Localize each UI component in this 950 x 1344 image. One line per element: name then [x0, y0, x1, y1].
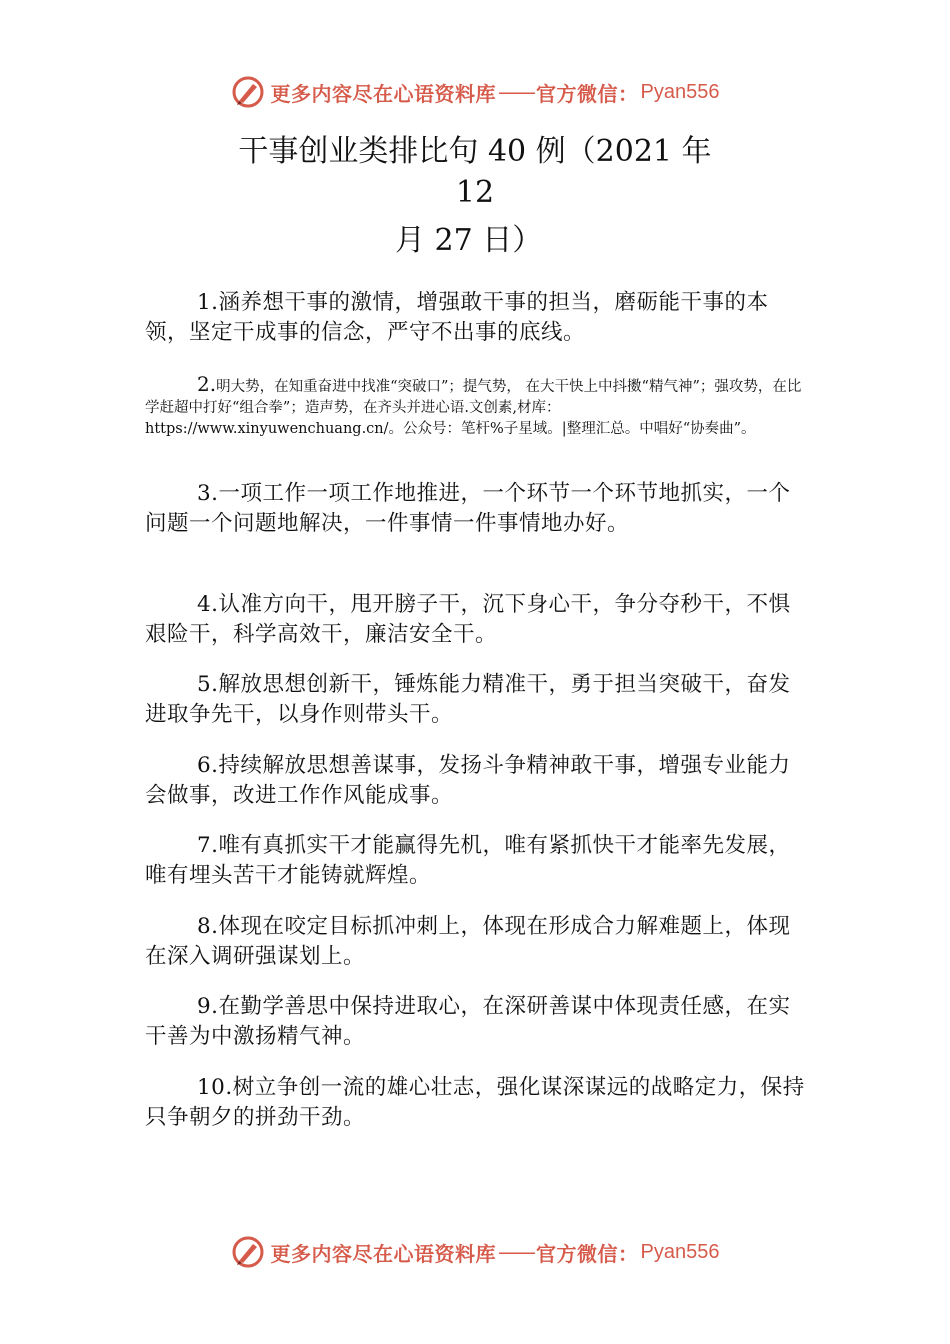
paragraph-5: 5.解放思想创新干，锤炼能力精准干，勇于担当突破干，奋发进取争先干，以身作则带头干。: [145, 672, 791, 727]
paragraph-4: 4.认准方向干，甩开膀子干，沉下身心干，争分夺秒干，不惧艰险干，科学高效干，廉洁安全干。: [145, 592, 791, 647]
paragraph-6: 6.持续解放思想善谋事，发扬斗争精神敢干事，增强专业能力会做事，改进工作作风能成事。: [145, 753, 791, 808]
watermark-separator: ——: [498, 80, 535, 104]
watermark-text: 更多内容尽在心语资料库: [270, 81, 497, 106]
watermark-label: 官方微信：: [536, 1241, 639, 1266]
pen-logo-icon: [231, 75, 265, 109]
paragraph-7: 7.唯有真抓实干才能赢得先机，唯有紧抓快干才能率先发展，唯有埋头苦干才能铸就辉煌。: [145, 833, 791, 888]
title-line-3: 月 27 日）: [395, 223, 543, 258]
title-line-1: 干事创业类排比句 40 例（2021 年: [238, 134, 712, 169]
title-line-2: 12: [455, 175, 495, 210]
watermark-text: 更多内容尽在心语资料库: [270, 1241, 497, 1266]
paragraph-2-text: 明大势，在知重奋进中找准“突破口”；提气势， 在大干快上中抖擞“精气神”；强攻势，在比学赶超中打好“组合拳”；造声势，在齐头并进心语.文创素,材库：https://www.xinyuwenchuang.cn/。公众号：笔杆%子星域。|整理汇总。中唱好“协奏曲”。: [145, 379, 802, 437]
paragraph-9: 9.在勤学善思中保持进取心，在深研善谋中体现责任感，在实干善为中激扬精气神。: [145, 994, 791, 1049]
paragraph-2-number: 2.: [197, 372, 217, 396]
pen-logo-icon: [231, 1235, 265, 1269]
paragraph-2: [145, 374, 805, 440]
watermark-header: [0, 72, 950, 112]
watermark-separator: ——: [498, 1240, 535, 1264]
watermark-wechat-id: Pyan556: [640, 80, 720, 103]
paragraph-1: 1.涵养想干事的激情，增强敢干事的担当，磨砺能干事的本领，坚定干成事的信念，严守不出事的底线。: [145, 290, 769, 345]
paragraph-10: 10.树立争创一流的雄心壮志，强化谋深谋远的战略定力，保持只争朝夕的拼劲干劲。: [145, 1075, 805, 1130]
watermark-label: 官方微信：: [536, 81, 639, 106]
paragraph-3: 3.一项工作一项工作地推进，一个环节一个环节地抓实，一个问题一个问题地解决，一件事情一件事情地办好。: [145, 481, 791, 536]
watermark-wechat-id: Pyan556: [640, 1240, 720, 1263]
watermark-footer: [0, 1232, 950, 1272]
paragraph-8: 8.体现在咬定目标抓冲刺上，体现在形成合力解难题上，体现在深入调研强谋划上。: [145, 914, 791, 969]
